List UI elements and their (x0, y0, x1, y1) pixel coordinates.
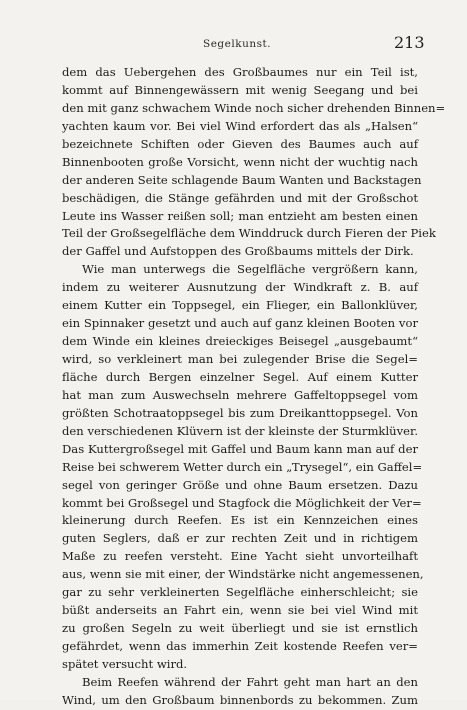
text-line: Binnenbooten große Vorsicht, wenn nicht der wuchtig nach (62, 154, 418, 169)
text-line: Wind, um den Großbaum binnenbords zu bekommen. Zum (62, 692, 418, 707)
text-line: kommt bei Großsegel und Stagfock die Möglichkeit der Ver= (62, 495, 422, 510)
text-line: Teil der Großsegelfläche dem Winddruck durch Fieren der Piek (62, 226, 436, 241)
text-line: Leute ins Wasser reißen soll; man entzieht am besten einen (62, 208, 418, 223)
text-line: yachten kaum vor. Bei viel Wind erfordert das als „Halsen“ (62, 118, 418, 133)
text-line: gefährdet, wenn das immerhin Zeit kostende Reefen ver= (62, 639, 418, 653)
text-line: kommt auf Binnengewässern mit wenig Seegang und bei (62, 82, 418, 97)
text-line: der anderen Seite schlagende Baum Wanten und Backstagen (62, 172, 422, 187)
text-line: aus, wenn sie mit einer, der Windstärke nicht angemessenen, (62, 567, 424, 582)
text-line: größten Schotraatoppsegel bis zum Dreikanttoppsegel. Von (62, 405, 418, 420)
page-number: 213 (394, 33, 425, 52)
text-line: beschädigen, die Stänge gefährden und mit der Großschot (62, 190, 418, 205)
text-line: kleinerung durch Reefen. Es ist ein Kennzeichen eines (62, 513, 418, 528)
paragraph-first-line: Wie man unterwegs die Segelfläche vergrößern kann, (82, 262, 418, 277)
text-line: den verschiedenen Klüvern ist der kleinste der Sturmklüver. (62, 423, 418, 438)
text-line: spätet versucht wird. (62, 656, 188, 671)
text-line: den mit ganz schwachem Winde noch sicher drehenden Binnen= (62, 100, 446, 115)
running-head-title: Segelkunst. (203, 38, 272, 50)
text-line: der Gaffel und Aufstoppen des Großbaums mittels der Dirk. (62, 244, 414, 259)
text-line: ein Spinnaker gesetzt und auch auf ganz kleinen Booten vor (62, 316, 418, 331)
paragraph-first-line: Beim Reefen während der Fahrt geht man hart an den (82, 674, 418, 689)
text-line: segel von geringer Größe und ohne Baum ersetzen. Dazu (62, 477, 418, 492)
text-line: bezeichnete Schiften oder Gieven des Baumes auch auf (62, 136, 418, 151)
text-line: hat man zum Auswechseln mehrere Gaffeltoppsegel vom (62, 387, 418, 402)
text-line: wird, so verkleinert man bei zulegender Brise die Segel= (62, 352, 418, 366)
text-line: Reise bei schwerem Wetter durch ein „Trysegel“, ein Gaffel= (62, 459, 423, 474)
text-line: dem das Uebergehen des Großbaumes nur ein Teil ist, (62, 65, 418, 79)
text-line: zu großen Segeln zu weit überliegt und sie ist ernstlich (62, 621, 418, 636)
text-line: einem Kutter ein Toppsegel, ein Flieger, ein Ballonklüver, (62, 298, 418, 313)
text-line: gar zu sehr verkleinerten Segelfläche einherschleicht; sie (62, 585, 418, 600)
text-line: indem zu weiterer Ausnutzung der Windkraft z. B. auf (62, 280, 418, 295)
text-line: büßt anderseits an Fahrt ein, wenn sie bei viel Wind mit (62, 603, 418, 618)
text-line: fläche durch Bergen einzelner Segel. Auf einem Kutter (62, 369, 418, 384)
text-line: dem Winde ein kleines dreieckiges Beisegel „ausgebaumt“ (62, 334, 418, 349)
text-line: guten Seglers, daß er zur rechten Zeit und in richtigem (62, 531, 418, 546)
body-text (62, 64, 446, 710)
text-line: Maße zu reefen versteht. Eine Yacht sieht unvorteilhaft (62, 549, 418, 564)
text-line: Das Kuttergroßsegel mit Gaffel und Baum kann man auf der (62, 441, 418, 456)
